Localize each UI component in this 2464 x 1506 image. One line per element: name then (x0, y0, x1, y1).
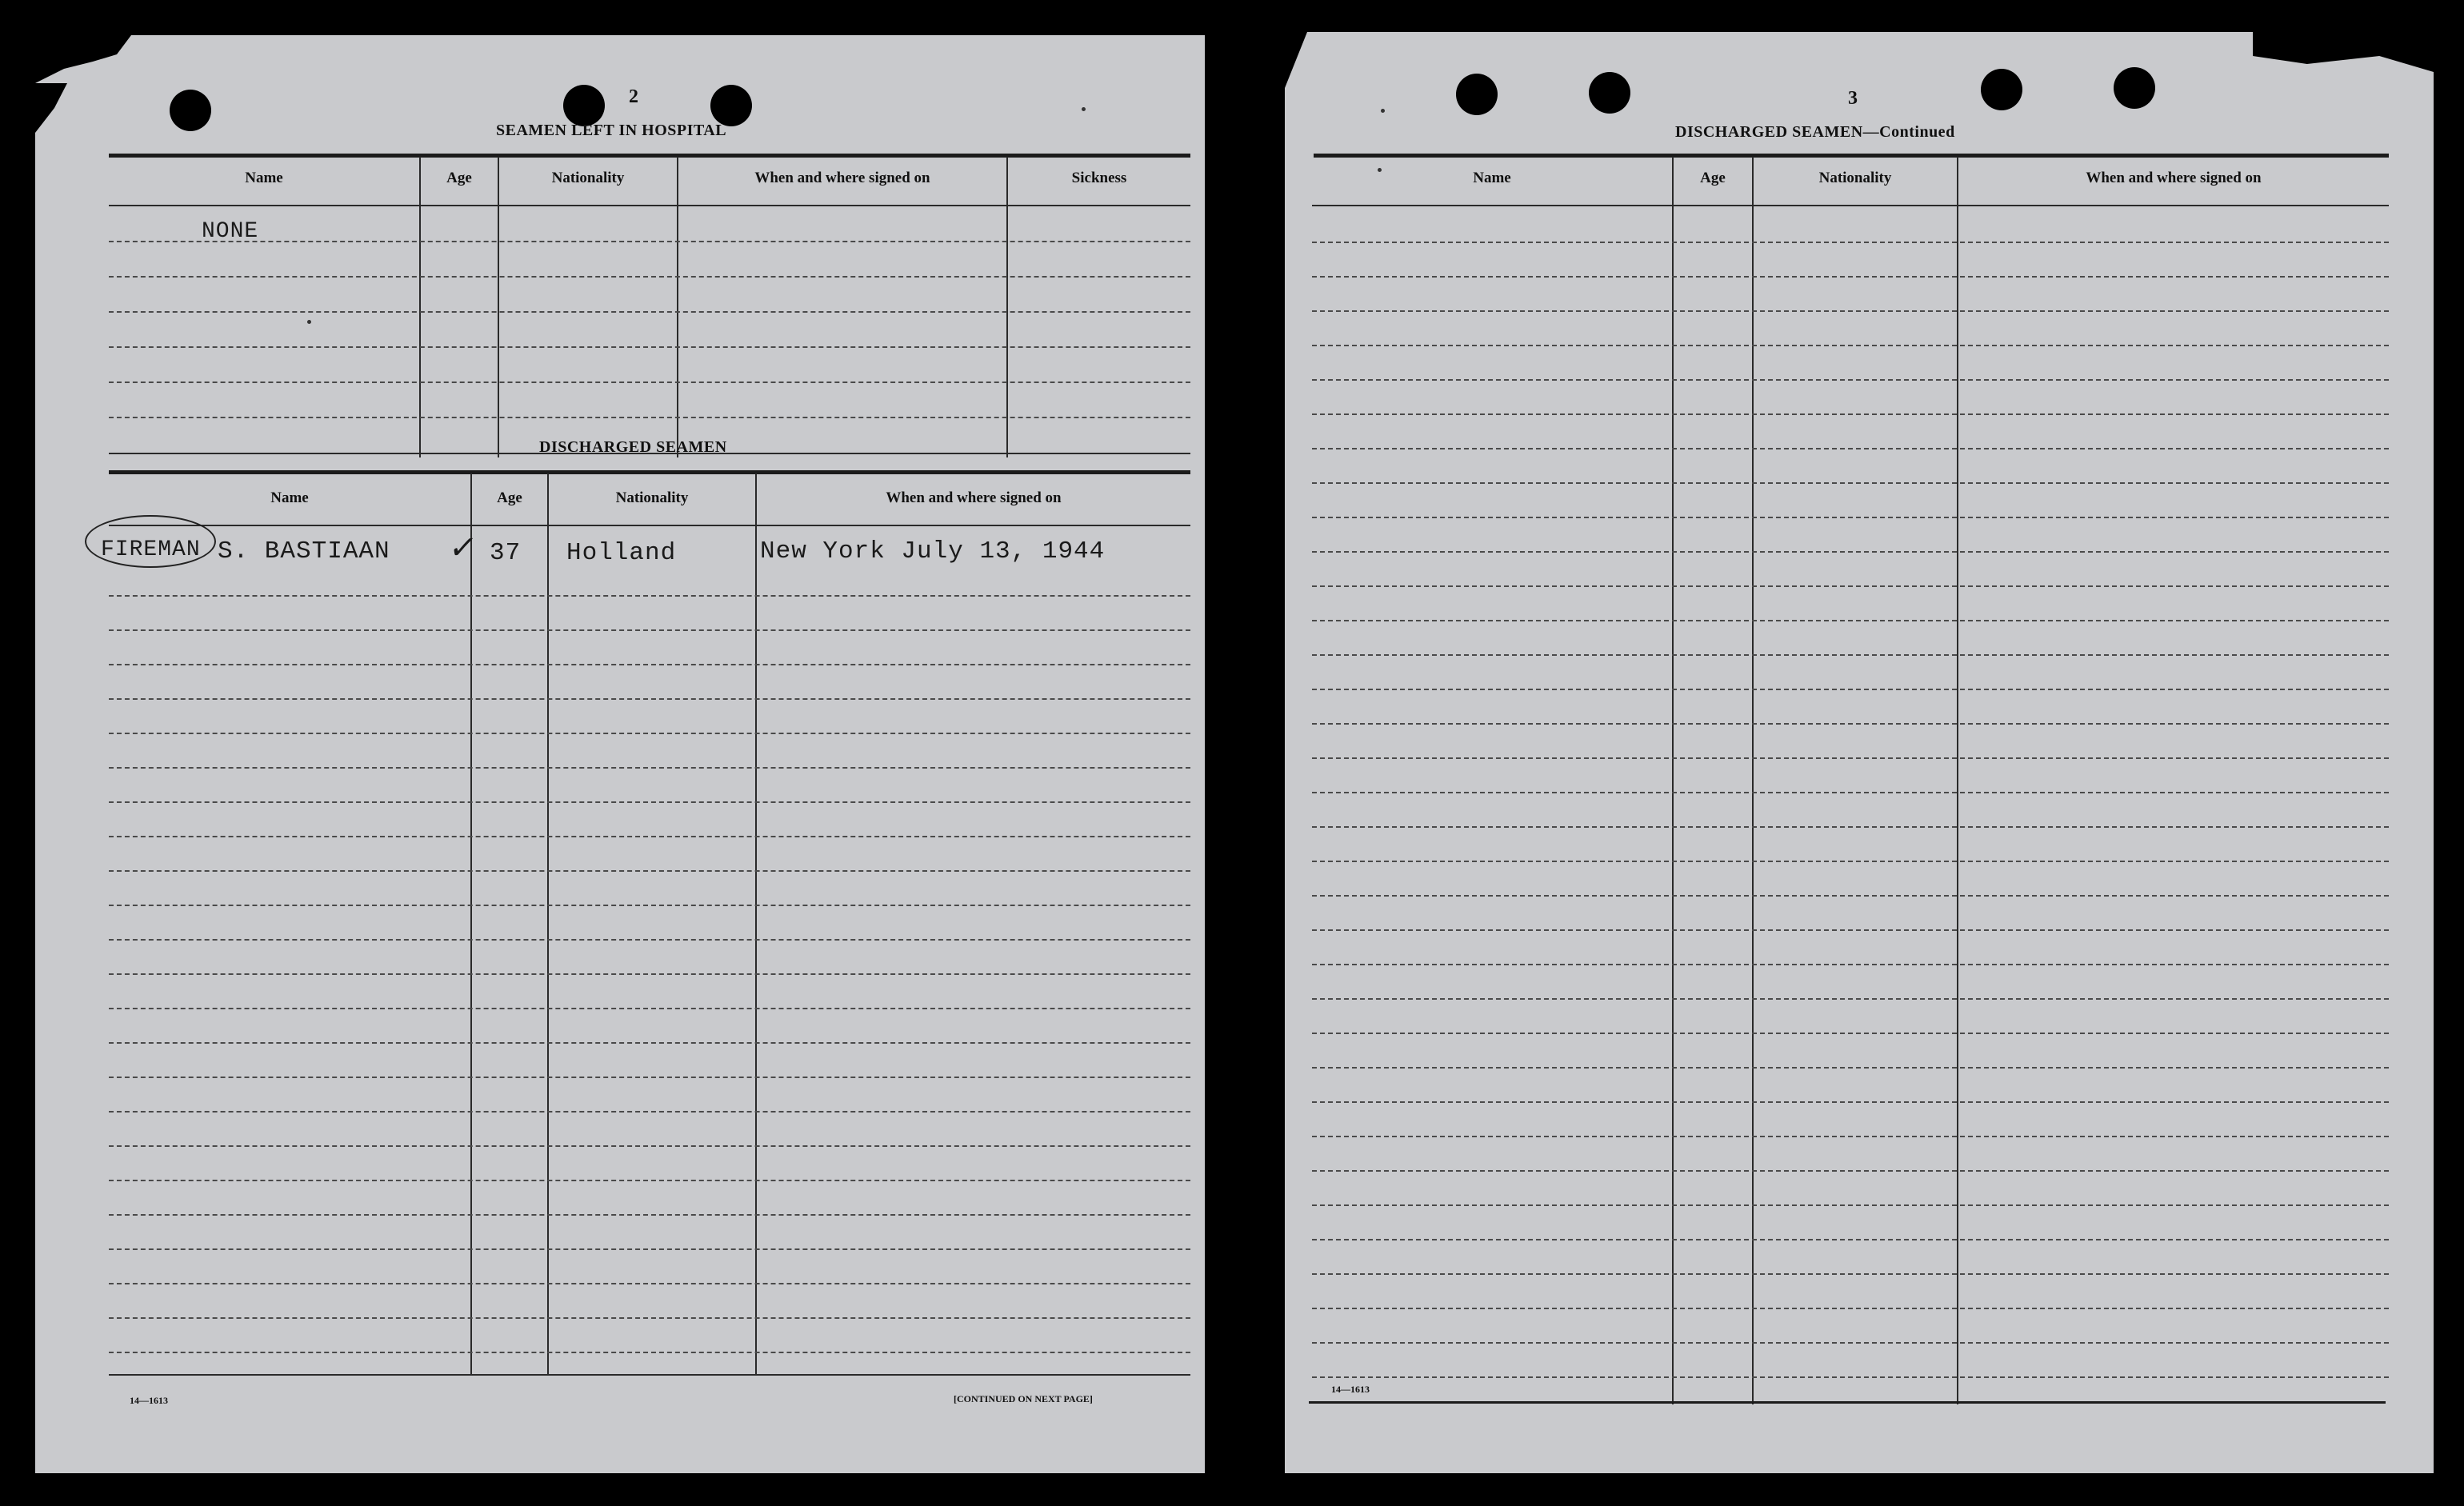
row-line (109, 836, 1190, 837)
row-line (109, 698, 1190, 700)
row-line (109, 311, 1190, 313)
punch-hole (170, 90, 211, 131)
column-header-nationality: Nationality (1818, 170, 1892, 186)
hospital-entry: NONE (202, 219, 259, 244)
row-line (1312, 1033, 2389, 1034)
column-header-signed-on: When and where signed on (754, 170, 930, 186)
row-line (109, 1248, 1190, 1250)
speck (1381, 109, 1385, 113)
row-line (1312, 861, 2389, 862)
row-line (1312, 929, 2389, 931)
column-header-age: Age (446, 170, 472, 186)
page-number: 2 (629, 86, 638, 107)
column-header-nationality: Nationality (551, 170, 625, 186)
discharged-section-title: DISCHARGED SEAMEN (539, 438, 727, 456)
row-line (109, 241, 1190, 242)
row-line (1312, 448, 2389, 449)
column-divider (1006, 157, 1008, 457)
row-line (109, 801, 1190, 803)
row-line (1312, 1239, 2389, 1240)
title-main: DISCHARGED SEAMEN (1675, 123, 1863, 141)
column-header-age: Age (497, 489, 522, 506)
row-line (109, 1111, 1190, 1113)
row-line (109, 346, 1190, 348)
speck (1378, 168, 1382, 172)
row-line (1312, 964, 2389, 965)
header-rule (109, 205, 1190, 206)
row-line (109, 1352, 1190, 1353)
form-number: 14—1613 (130, 1395, 168, 1406)
column-header-name: Name (270, 489, 309, 506)
header-rule (109, 525, 1190, 526)
row-line (109, 767, 1190, 769)
hospital-section-title: SEAMEN LEFT IN HOSPITAL (496, 122, 727, 139)
row-line (1312, 276, 2389, 278)
column-divider (498, 157, 499, 457)
header-rule (1312, 205, 2389, 206)
row-line (1312, 757, 2389, 759)
table-bottom-rule (109, 1374, 1190, 1376)
continued-note: [CONTINUED ON NEXT PAGE] (954, 1393, 1093, 1404)
row-line (109, 973, 1190, 975)
table-bottom-rule (1309, 1401, 2386, 1404)
row-line (109, 595, 1190, 597)
nationality-cell: Holland (566, 539, 677, 567)
column-divider (755, 473, 757, 1376)
row-line (1312, 1273, 2389, 1275)
signed-on-cell: New York July 13, 1944 (760, 537, 1106, 565)
column-header-sickness: Sickness (1071, 170, 1127, 186)
row-line (1312, 551, 2389, 553)
torn-corner (2253, 32, 2434, 72)
punch-hole (1981, 69, 2022, 110)
row-line (1312, 1136, 2389, 1137)
row-line (1312, 585, 2389, 587)
row-line (109, 1317, 1190, 1319)
age-cell: 37 (490, 539, 522, 567)
punch-hole (710, 85, 752, 126)
row-line (109, 1145, 1190, 1147)
column-header-signed-on: When and where signed on (886, 489, 1062, 506)
right-page (1285, 32, 2434, 1473)
row-line (109, 629, 1190, 631)
row-line (1312, 895, 2389, 897)
torn-corner (35, 35, 131, 83)
row-line (1312, 242, 2389, 243)
row-line (1312, 826, 2389, 828)
row-line (109, 1008, 1190, 1009)
row-line (1312, 1204, 2389, 1206)
form-number: 14—1613 (1331, 1384, 1370, 1395)
row-line (109, 381, 1190, 383)
torn-edge (35, 83, 67, 133)
row-line (109, 870, 1190, 872)
row-line (1312, 1170, 2389, 1172)
column-header-nationality: Nationality (615, 489, 689, 506)
row-line (1312, 1067, 2389, 1069)
column-divider (1672, 157, 1674, 1404)
punch-hole (1589, 72, 1630, 114)
row-line (1312, 792, 2389, 793)
row-line (109, 1283, 1190, 1284)
column-divider (677, 157, 678, 457)
column-divider (1752, 157, 1754, 1404)
row-line (109, 733, 1190, 734)
column-header-signed-on: When and where signed on (2086, 170, 2262, 186)
punch-hole (563, 85, 605, 126)
column-header-name: Name (245, 170, 283, 186)
row-line (1312, 379, 2389, 381)
row-line (1312, 517, 2389, 518)
name-cell: S. BASTIAAN (218, 537, 390, 565)
row-line (1312, 413, 2389, 415)
table-top-rule (109, 470, 1190, 474)
punch-hole (1456, 74, 1498, 115)
right-page-title (1675, 123, 1955, 142)
page-number: 3 (1848, 88, 1858, 109)
row-line (1312, 998, 2389, 1000)
speck (307, 320, 311, 324)
column-divider (547, 473, 549, 1376)
row-line (1312, 620, 2389, 621)
torn-corner (1285, 32, 1307, 88)
row-line (109, 276, 1190, 278)
title-suffix: —Continued (1862, 123, 1955, 141)
punch-hole (2114, 67, 2155, 109)
table-top-rule (1314, 154, 2389, 158)
row-line (109, 939, 1190, 941)
row-line (1312, 1101, 2389, 1103)
row-line (109, 664, 1190, 665)
speck (1082, 107, 1086, 111)
column-header-name: Name (1473, 170, 1511, 186)
checkmark: ✓ (446, 529, 481, 566)
row-line (1312, 1308, 2389, 1309)
row-line (109, 905, 1190, 906)
row-line (1312, 654, 2389, 656)
row-line (1312, 723, 2389, 725)
left-page (35, 35, 1205, 1473)
row-line (1312, 482, 2389, 484)
row-line (109, 1214, 1190, 1216)
row-line (1312, 1342, 2389, 1344)
row-line (1312, 345, 2389, 346)
rating-cell: FIREMAN (101, 537, 201, 562)
row-line (109, 1180, 1190, 1181)
row-line (1312, 1376, 2389, 1378)
row-line (109, 1042, 1190, 1044)
row-line (1312, 689, 2389, 690)
column-header-age: Age (1700, 170, 1726, 186)
row-line (1312, 310, 2389, 312)
row-line (109, 1077, 1190, 1078)
row-line (109, 417, 1190, 418)
column-divider (419, 157, 421, 457)
table-top-rule (109, 154, 1190, 158)
column-divider (1957, 157, 1958, 1404)
column-divider (470, 473, 472, 1376)
